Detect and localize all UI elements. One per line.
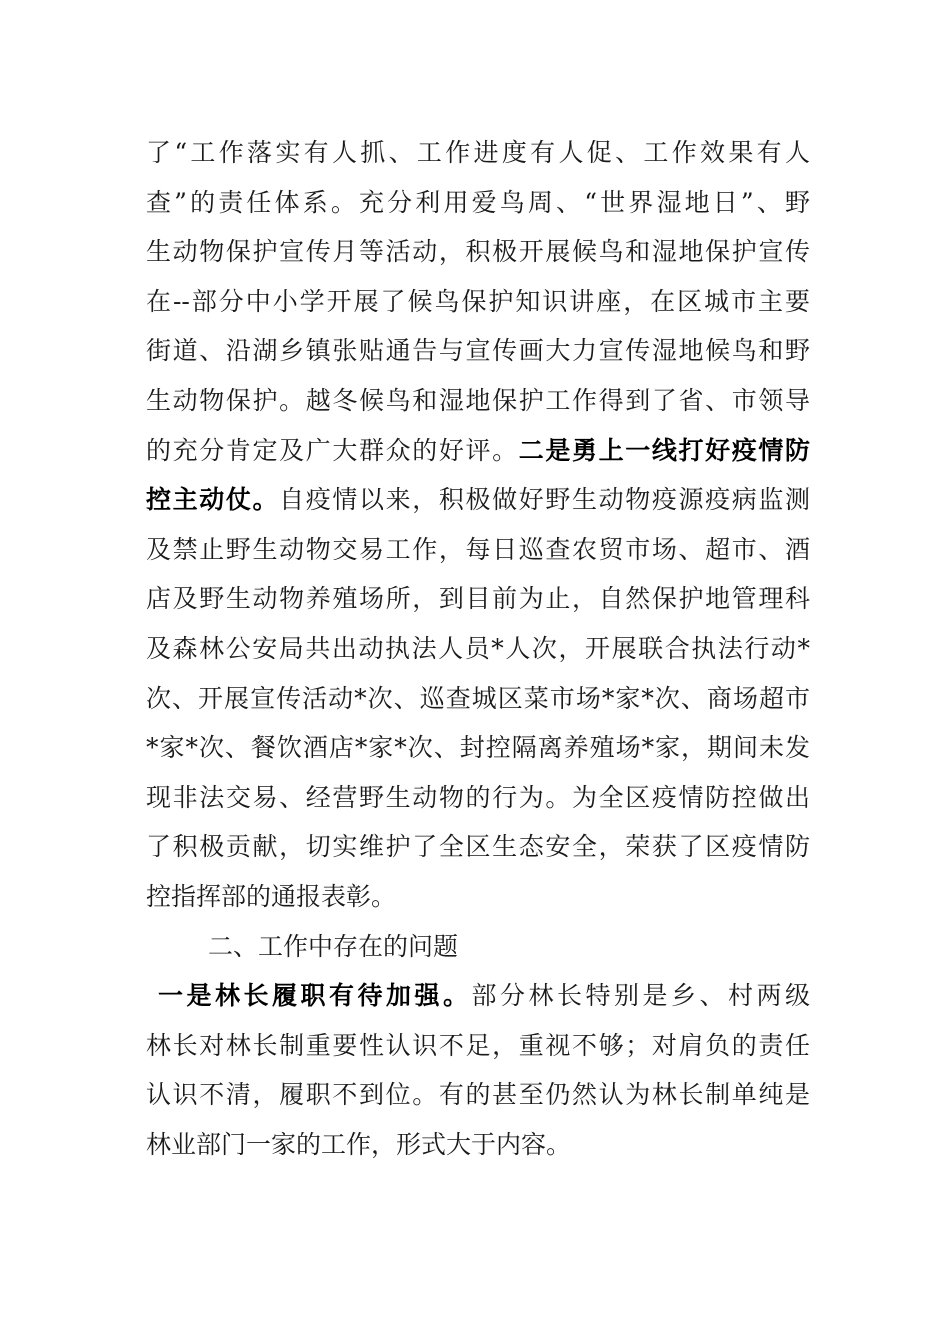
text-line <box>146 475 810 525</box>
text-line: 及禁止野生动物交易工作，每日巡查农贸市场、超市、酒 <box>146 534 810 564</box>
text-normal: 部分林长特别是乡、村两级 <box>471 981 810 1011</box>
text-normal: 的充分肯定及广大群众的好评。 <box>146 435 519 465</box>
text-line: 查”的责任体系。充分利用爱鸟周、“世界湿地日”、野 <box>146 187 810 217</box>
text-line: 控指挥部的通报表彰。 <box>146 881 397 911</box>
bold-lead-phrase: 控主动仗。 <box>146 485 280 515</box>
text-line: 了积极贡献，切实维护了全区生态安全，荣获了区疫情防 <box>146 832 810 862</box>
section-heading: 二、工作中存在的问题 <box>208 931 459 961</box>
bold-lead-phrase: 二是勇上一线打好疫情防 <box>518 435 810 465</box>
text-line: 店及野生动物养殖场所，到目前为止，自然保护地管理科 <box>146 584 810 614</box>
text-line: 及森林公安局共出动执法人员*人次，开展联合执法行动* <box>146 633 810 663</box>
text-line: 认识不清，履职不到位。有的甚至仍然认为林长制单纯是 <box>146 1080 810 1110</box>
text-line: *家*次、餐饮酒店*家*次、封控隔离养殖场*家，期间未发 <box>146 733 810 763</box>
text-line: 生动物保护。越冬候鸟和湿地保护工作得到了省、市领导 <box>146 385 810 415</box>
text-line: 在--部分中小学开展了候鸟保护知识讲座，在区城市主要 <box>146 286 810 316</box>
text-line: 现非法交易、经营野生动物的行为。为全区疫情防控做出 <box>146 782 810 812</box>
text-line: 林长对林长制重要性认识不足，重视不够；对肩负的责任 <box>146 1030 810 1060</box>
text-line: 了“工作落实有人抓、工作进度有人促、工作效果有人 <box>146 138 810 167</box>
bold-lead-phrase: 一是林长履职有待加强。 <box>158 981 472 1011</box>
text-line <box>146 971 810 1021</box>
text-line: 次、开展宣传活动*次、巡查城区菜市场*家*次、商场超市 <box>146 683 810 713</box>
text-line <box>146 426 810 476</box>
document-body <box>146 128 810 1169</box>
text-normal: 自疫情以来，积极做好野生动物疫源疫病监测 <box>279 485 810 515</box>
text-line: 林业部门一家的工作，形式大于内容。 <box>146 1129 572 1159</box>
text-line: 生动物保护宣传月等活动，积极开展候鸟和湿地保护宣传 <box>146 237 810 267</box>
text-line: 街道、沿湖乡镇张贴通告与宣传画大力宣传湿地候鸟和野 <box>146 336 810 366</box>
